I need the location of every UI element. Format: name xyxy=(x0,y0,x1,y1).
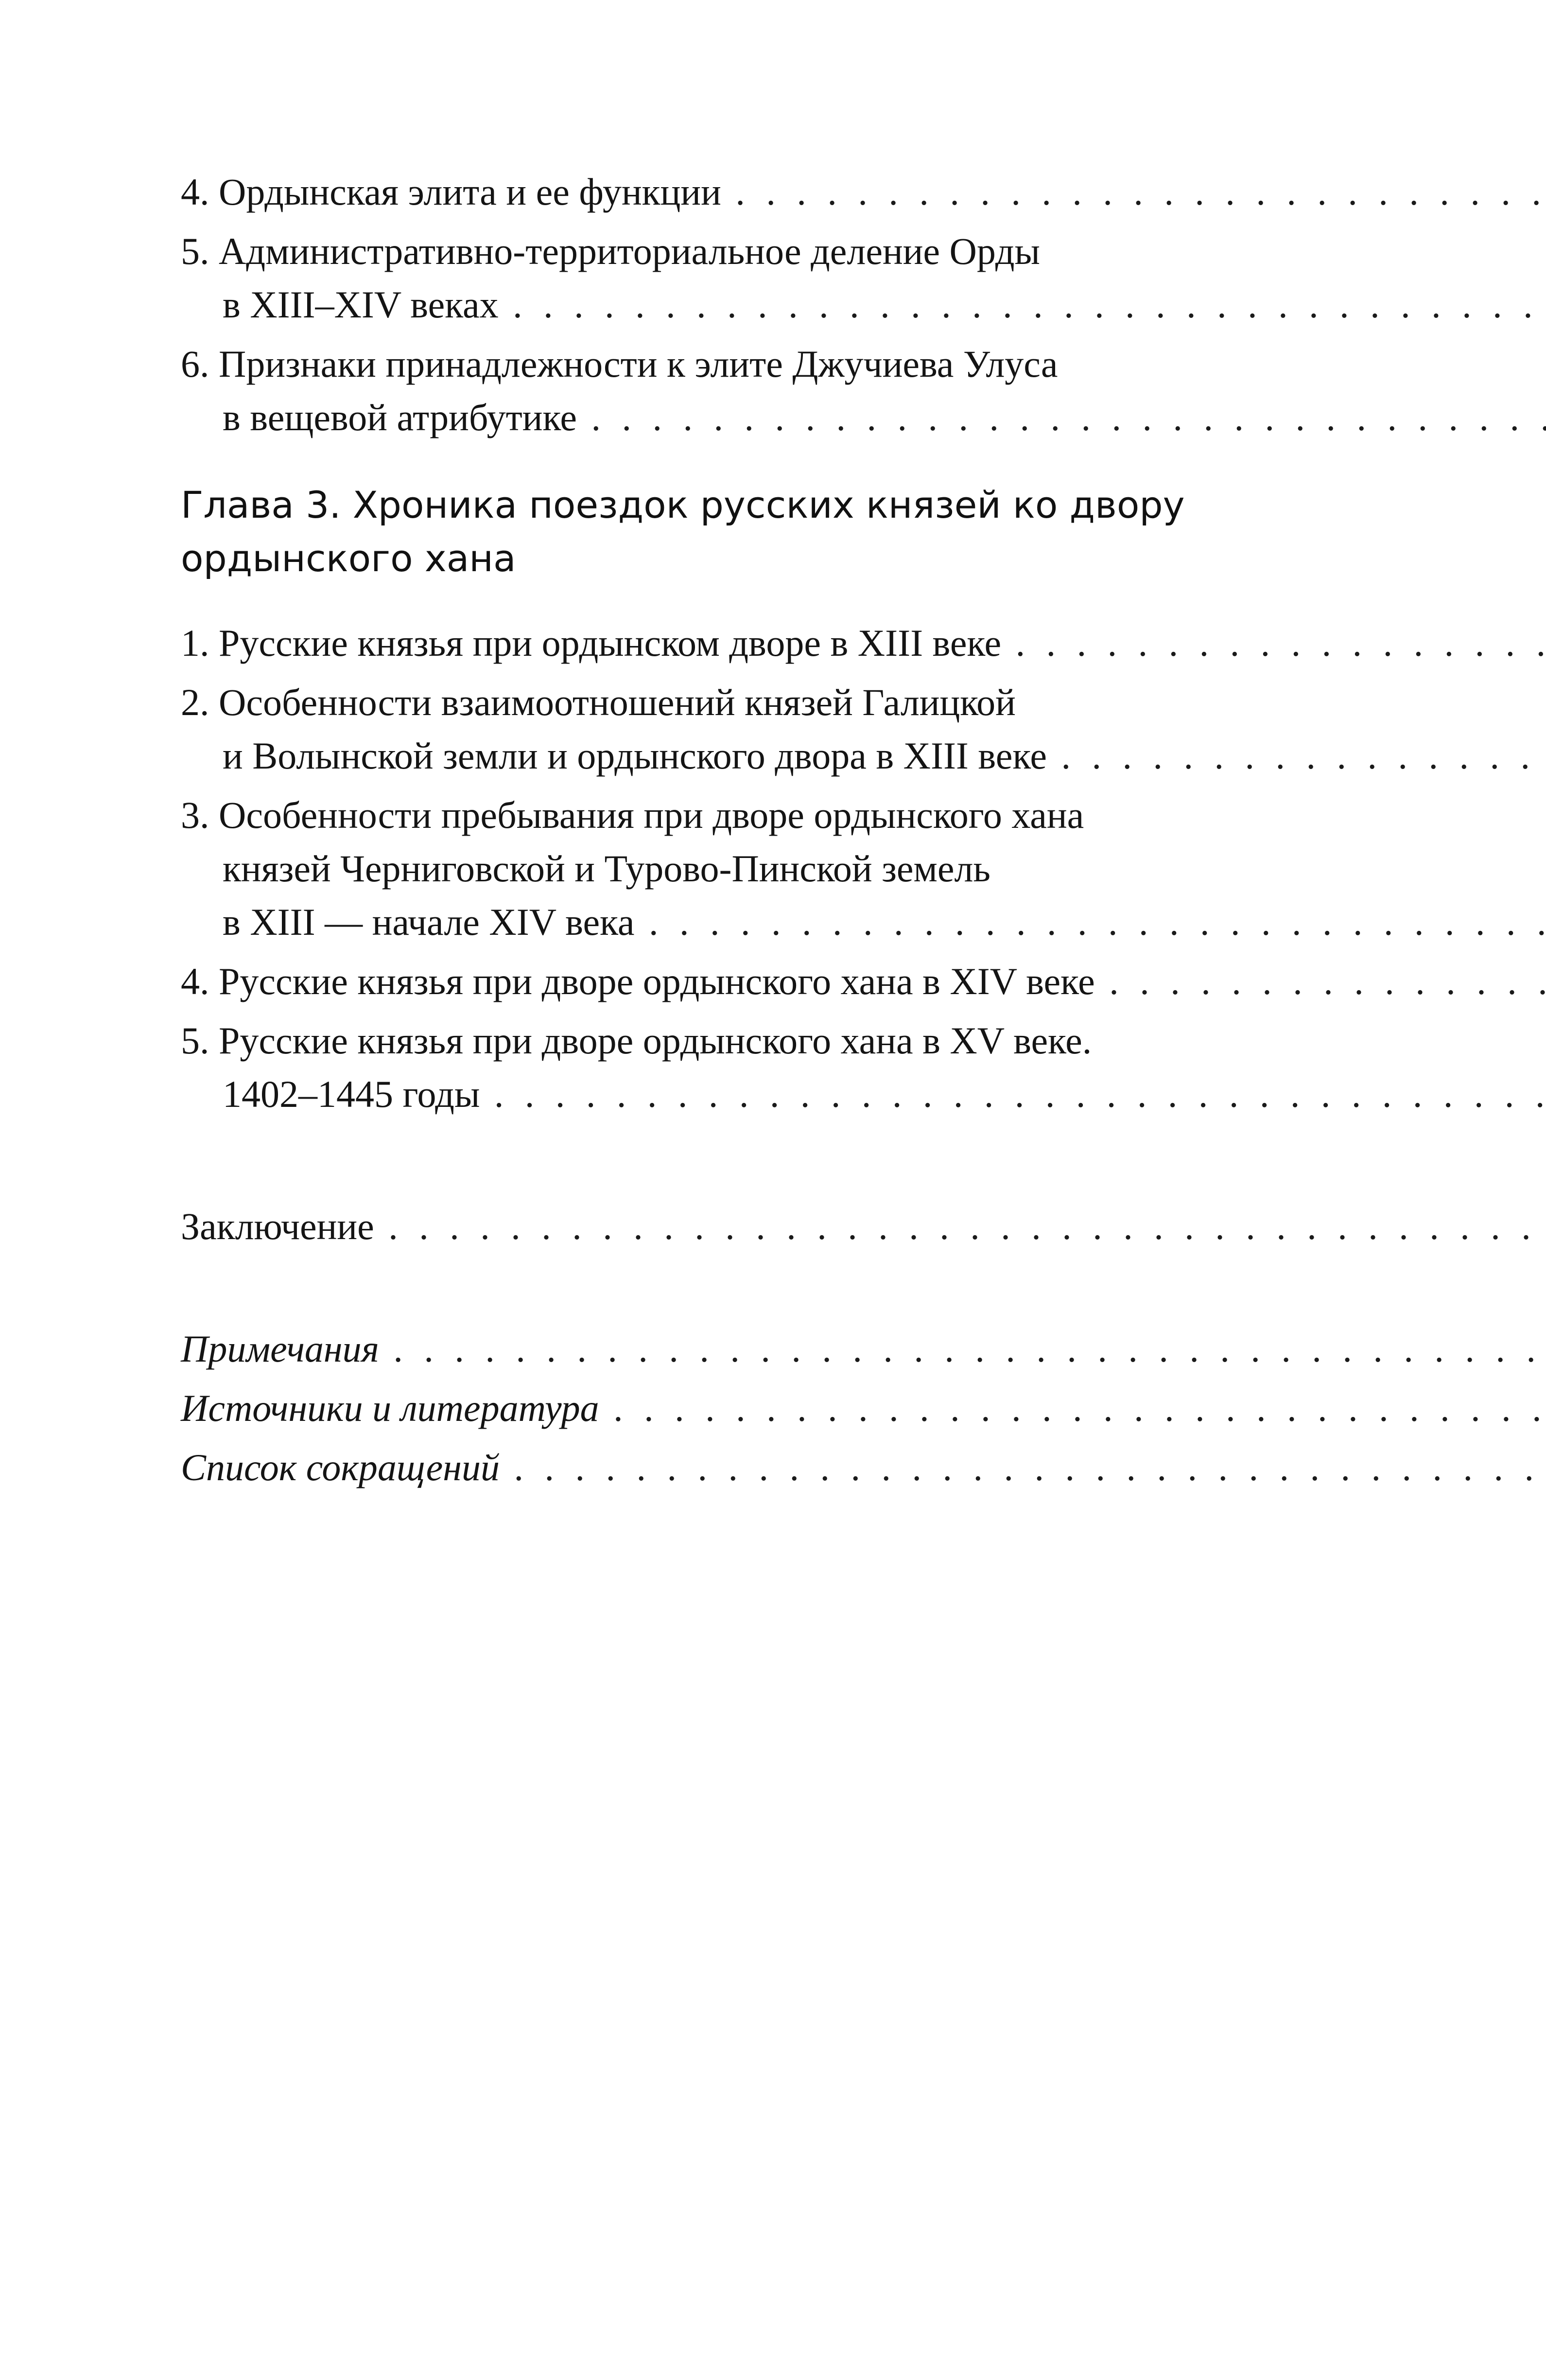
toc-entry-3-3[interactable] xyxy=(181,788,1318,949)
leader-dots xyxy=(388,1205,1546,1247)
toc-entry-title-continued: в XIII — начале XIV века xyxy=(223,901,635,943)
toc-entry-3-5[interactable] xyxy=(181,1014,1318,1121)
toc-entry-title: Список сокращений xyxy=(181,1446,500,1488)
spacer xyxy=(181,1127,1318,1200)
chapter-title-line-2: ордынского хана xyxy=(181,537,516,580)
toc-entry-conclusion[interactable] xyxy=(181,1200,1318,1253)
leader-dots xyxy=(1061,735,1546,777)
toc-entry-title: 4. Русские князья при дворе ордынского хана в XIV веке xyxy=(181,960,1095,1002)
table-of-contents xyxy=(181,165,1318,1500)
toc-entry-title: 5. Русские князья при дворе ордынского хана в XV веке. xyxy=(181,1019,1092,1062)
spacer xyxy=(181,1259,1318,1322)
toc-entry-title-continued: князей Черниговской и Турово-Пинской земель xyxy=(223,847,990,890)
toc-entry-2-5[interactable] xyxy=(181,225,1318,332)
toc-entry-title: 1. Русские князья при ордынском дворе в XIII веке xyxy=(181,622,1002,664)
leader-dots xyxy=(591,396,1546,438)
leader-dots xyxy=(735,171,1546,213)
leader-dots xyxy=(393,1328,1546,1370)
leader-dots xyxy=(613,1387,1546,1429)
chapter-title-line-1: Глава 3. Хроника поездок русских князей ко двору xyxy=(181,483,1185,526)
toc-entry-2-4[interactable] xyxy=(181,165,1318,219)
toc-entry-sources[interactable] xyxy=(181,1382,1318,1435)
toc-entry-title: 3. Особенности пребывания при дворе ордынского хана xyxy=(181,794,1084,836)
toc-entry-notes[interactable] xyxy=(181,1322,1318,1376)
toc-entry-title-continued: 1402–1445 годы xyxy=(223,1073,480,1115)
toc-entry-3-2[interactable] xyxy=(181,676,1318,783)
chapter-heading[interactable] xyxy=(181,478,1318,585)
toc-entry-title: 4. Ордынская элита и ее функции xyxy=(181,171,721,213)
leader-dots xyxy=(494,1073,1546,1115)
toc-entry-title: 2. Особенности взаимоотношений князей Галицкой xyxy=(181,681,1016,723)
toc-entry-title: 5. Административно-территориальное деление Орды xyxy=(181,230,1040,272)
leader-dots xyxy=(649,901,1546,943)
leader-dots xyxy=(514,1446,1546,1488)
leader-dots xyxy=(1109,960,1546,1002)
leader-dots xyxy=(1016,622,1546,664)
toc-entry-3-4[interactable] xyxy=(181,955,1318,1008)
toc-entry-title: Заключение xyxy=(181,1205,374,1247)
toc-entry-title: Примечания xyxy=(181,1328,379,1370)
toc-entry-title-continued: и Волынской земли и ордынского двора в XIII веке xyxy=(223,735,1047,777)
toc-entry-abbreviations[interactable] xyxy=(181,1441,1318,1494)
toc-entry-2-6[interactable] xyxy=(181,337,1318,444)
toc-entry-title: 6. Признаки принадлежности к элите Джучиева Улуса xyxy=(181,343,1058,385)
toc-entry-title-continued: в XIII–XIV веках xyxy=(223,283,499,326)
toc-entry-title: Источники и литература xyxy=(181,1387,599,1429)
leader-dots xyxy=(513,283,1546,326)
toc-entry-3-1[interactable] xyxy=(181,616,1318,670)
toc-entry-title-continued: в вещевой атрибутике xyxy=(223,396,577,438)
